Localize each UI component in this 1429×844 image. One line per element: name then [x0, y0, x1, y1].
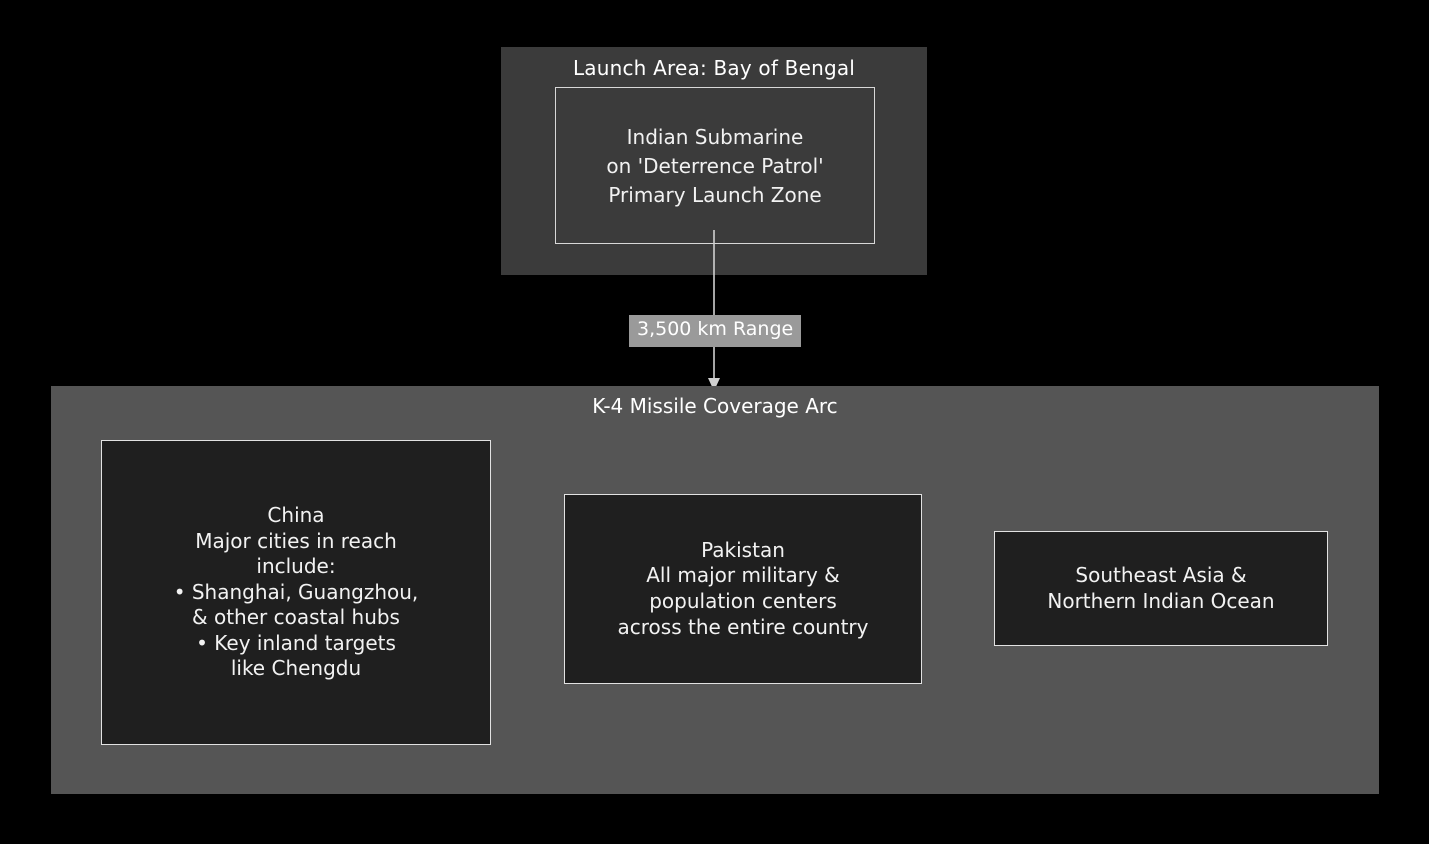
node-line: include:	[256, 554, 336, 579]
node-line: Pakistan	[701, 537, 785, 562]
node-line: Southeast Asia &	[1075, 562, 1247, 587]
node-primary-launch-zone[interactable]	[555, 87, 875, 244]
node-line: All major military &	[646, 563, 840, 588]
node-line: Major cities in reach	[195, 528, 397, 553]
edge-arrow-icon	[690, 230, 740, 395]
edge-label-range: 3,500 km Range	[629, 315, 801, 347]
node-line: & other coastal hubs	[192, 605, 400, 630]
node-china[interactable]	[101, 440, 491, 745]
node-line: population centers	[649, 589, 837, 613]
node-pakistan[interactable]	[564, 494, 922, 684]
node-line: like Chengdu	[230, 656, 362, 681]
coverage-arc-cluster	[51, 386, 1379, 794]
node-southeast-asia[interactable]	[994, 531, 1328, 646]
node-line: Primary Launch Zone	[608, 182, 822, 207]
node-line: Northern Indian Ocean	[1047, 588, 1275, 613]
node-line: on 'Deterrence Patrol'	[606, 153, 824, 178]
coverage-arc-cluster-title: K-4 Missile Coverage Arc	[592, 394, 838, 418]
node-line: Indian Submarine	[626, 124, 804, 149]
node-line: • Shanghai, Guangzhou,	[173, 579, 419, 604]
launch-area-cluster-title: Launch Area: Bay of Bengal	[572, 56, 856, 80]
node-line: China	[267, 502, 325, 527]
node-line: • Key inland targets	[196, 630, 396, 655]
node-line: across the entire country	[617, 614, 869, 639]
